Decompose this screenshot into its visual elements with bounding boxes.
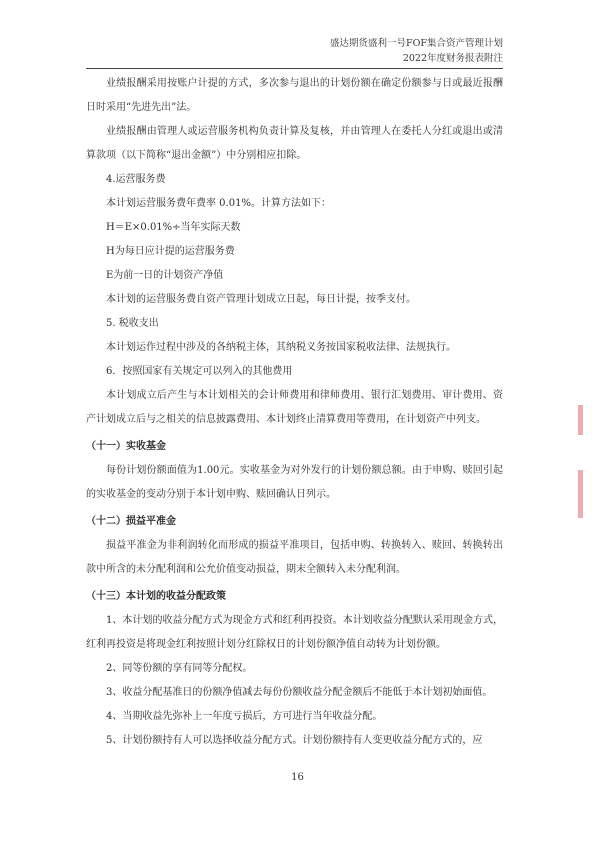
document-body <box>86 72 503 753</box>
paragraph: 损益平准金为非利润转化而形成的损益平准项目，包括申购、转换转入、赎回、转换转出款中所含的未分配利润和公允价值变动损益，期末全额转入未分配利润。 <box>86 540 503 575</box>
paragraph: E为前一日的计划资产净值 <box>106 270 224 281</box>
paragraph: 业绩报酬由管理人或运营服务机构负责计算及复核，并由管理人在委托人分红或退出或清算款项（以下简称“退出金额”）中分别相应扣除。 <box>86 126 503 161</box>
seal-edge-mark <box>578 405 583 435</box>
section-heading: （十三）本计划的收益分配政策 <box>86 591 226 602</box>
paragraph: 本计划的运营服务费自资产管理计划成立日起，每日计提，按季支付。 <box>106 294 416 305</box>
section-heading: （十一）实收基金 <box>86 441 166 452</box>
paragraph: 3、收益分配基准日的份额净值减去每份份额收益分配金额后不能低于本计划初始面值。 <box>106 687 493 698</box>
paragraph: 每份计划份额面值为1.00元。实收基金为对外发行的计划份额总额。由于申购、赎回引起的实收基金的变动分别于本计划申购、赎回确认日列示。 <box>86 465 503 500</box>
header-rule <box>86 68 503 69</box>
header-report-title: 2022年度财务报表附注 <box>402 53 503 64</box>
page-number: 16 <box>291 772 304 783</box>
paragraph: 5. 税收支出 <box>106 318 159 329</box>
paragraph: 本计划运作过程中涉及的各纳税主体，其纳税义务按国家税收法律、法规执行。 <box>106 342 456 353</box>
paragraph: 4、当期收益先弥补上一年度亏损后，方可进行当年收益分配。 <box>106 711 383 722</box>
paragraph: 4.运营服务费 <box>106 174 166 185</box>
paragraph: 业绩报酬采用按账户计提的方式，多次参与退出的计划份额在确定份额参与日或最近报酬日时采用“先进先出”法。 <box>86 78 503 113</box>
formula-line: H＝E×0.01%÷当年实际天数 <box>106 222 241 233</box>
paragraph: H为每日应计提的运营服务费 <box>106 246 235 257</box>
header-plan-name: 盛达期货盛利一号FOF集合资产管理计划 <box>330 38 503 49</box>
paragraph: 6．按照国家有关规定可以列入的其他费用 <box>106 366 293 377</box>
paragraph: 5、计划份额持有人可以选择收益分配方式。计划份额持有人变更收益分配方式的，应 <box>106 735 483 746</box>
seal-edge-mark <box>578 470 583 518</box>
running-header <box>330 36 503 66</box>
section-heading: （十二）损益平准金 <box>86 516 176 527</box>
paragraph: 本计划运营服务费年费率 0.01%。计算方法如下： <box>106 198 331 209</box>
paragraph: 2、同等份额的享有同等分配权。 <box>106 663 253 674</box>
paragraph: 1、本计划的收益分配方式为现金方式和红利再投资。本计划收益分配默认采用现金方式，红利再投资是将现金红利按照计划分红除权日的计划份额净值自动转为计划份额。 <box>86 615 503 650</box>
paragraph: 本计划成立后产生与本计划相关的会计师费用和律师费用、银行汇划费用、审计费用、资产计划成立后与之相关的信息披露费用、本计划终止清算费用等费用，在计划资产中列支。 <box>86 390 503 425</box>
